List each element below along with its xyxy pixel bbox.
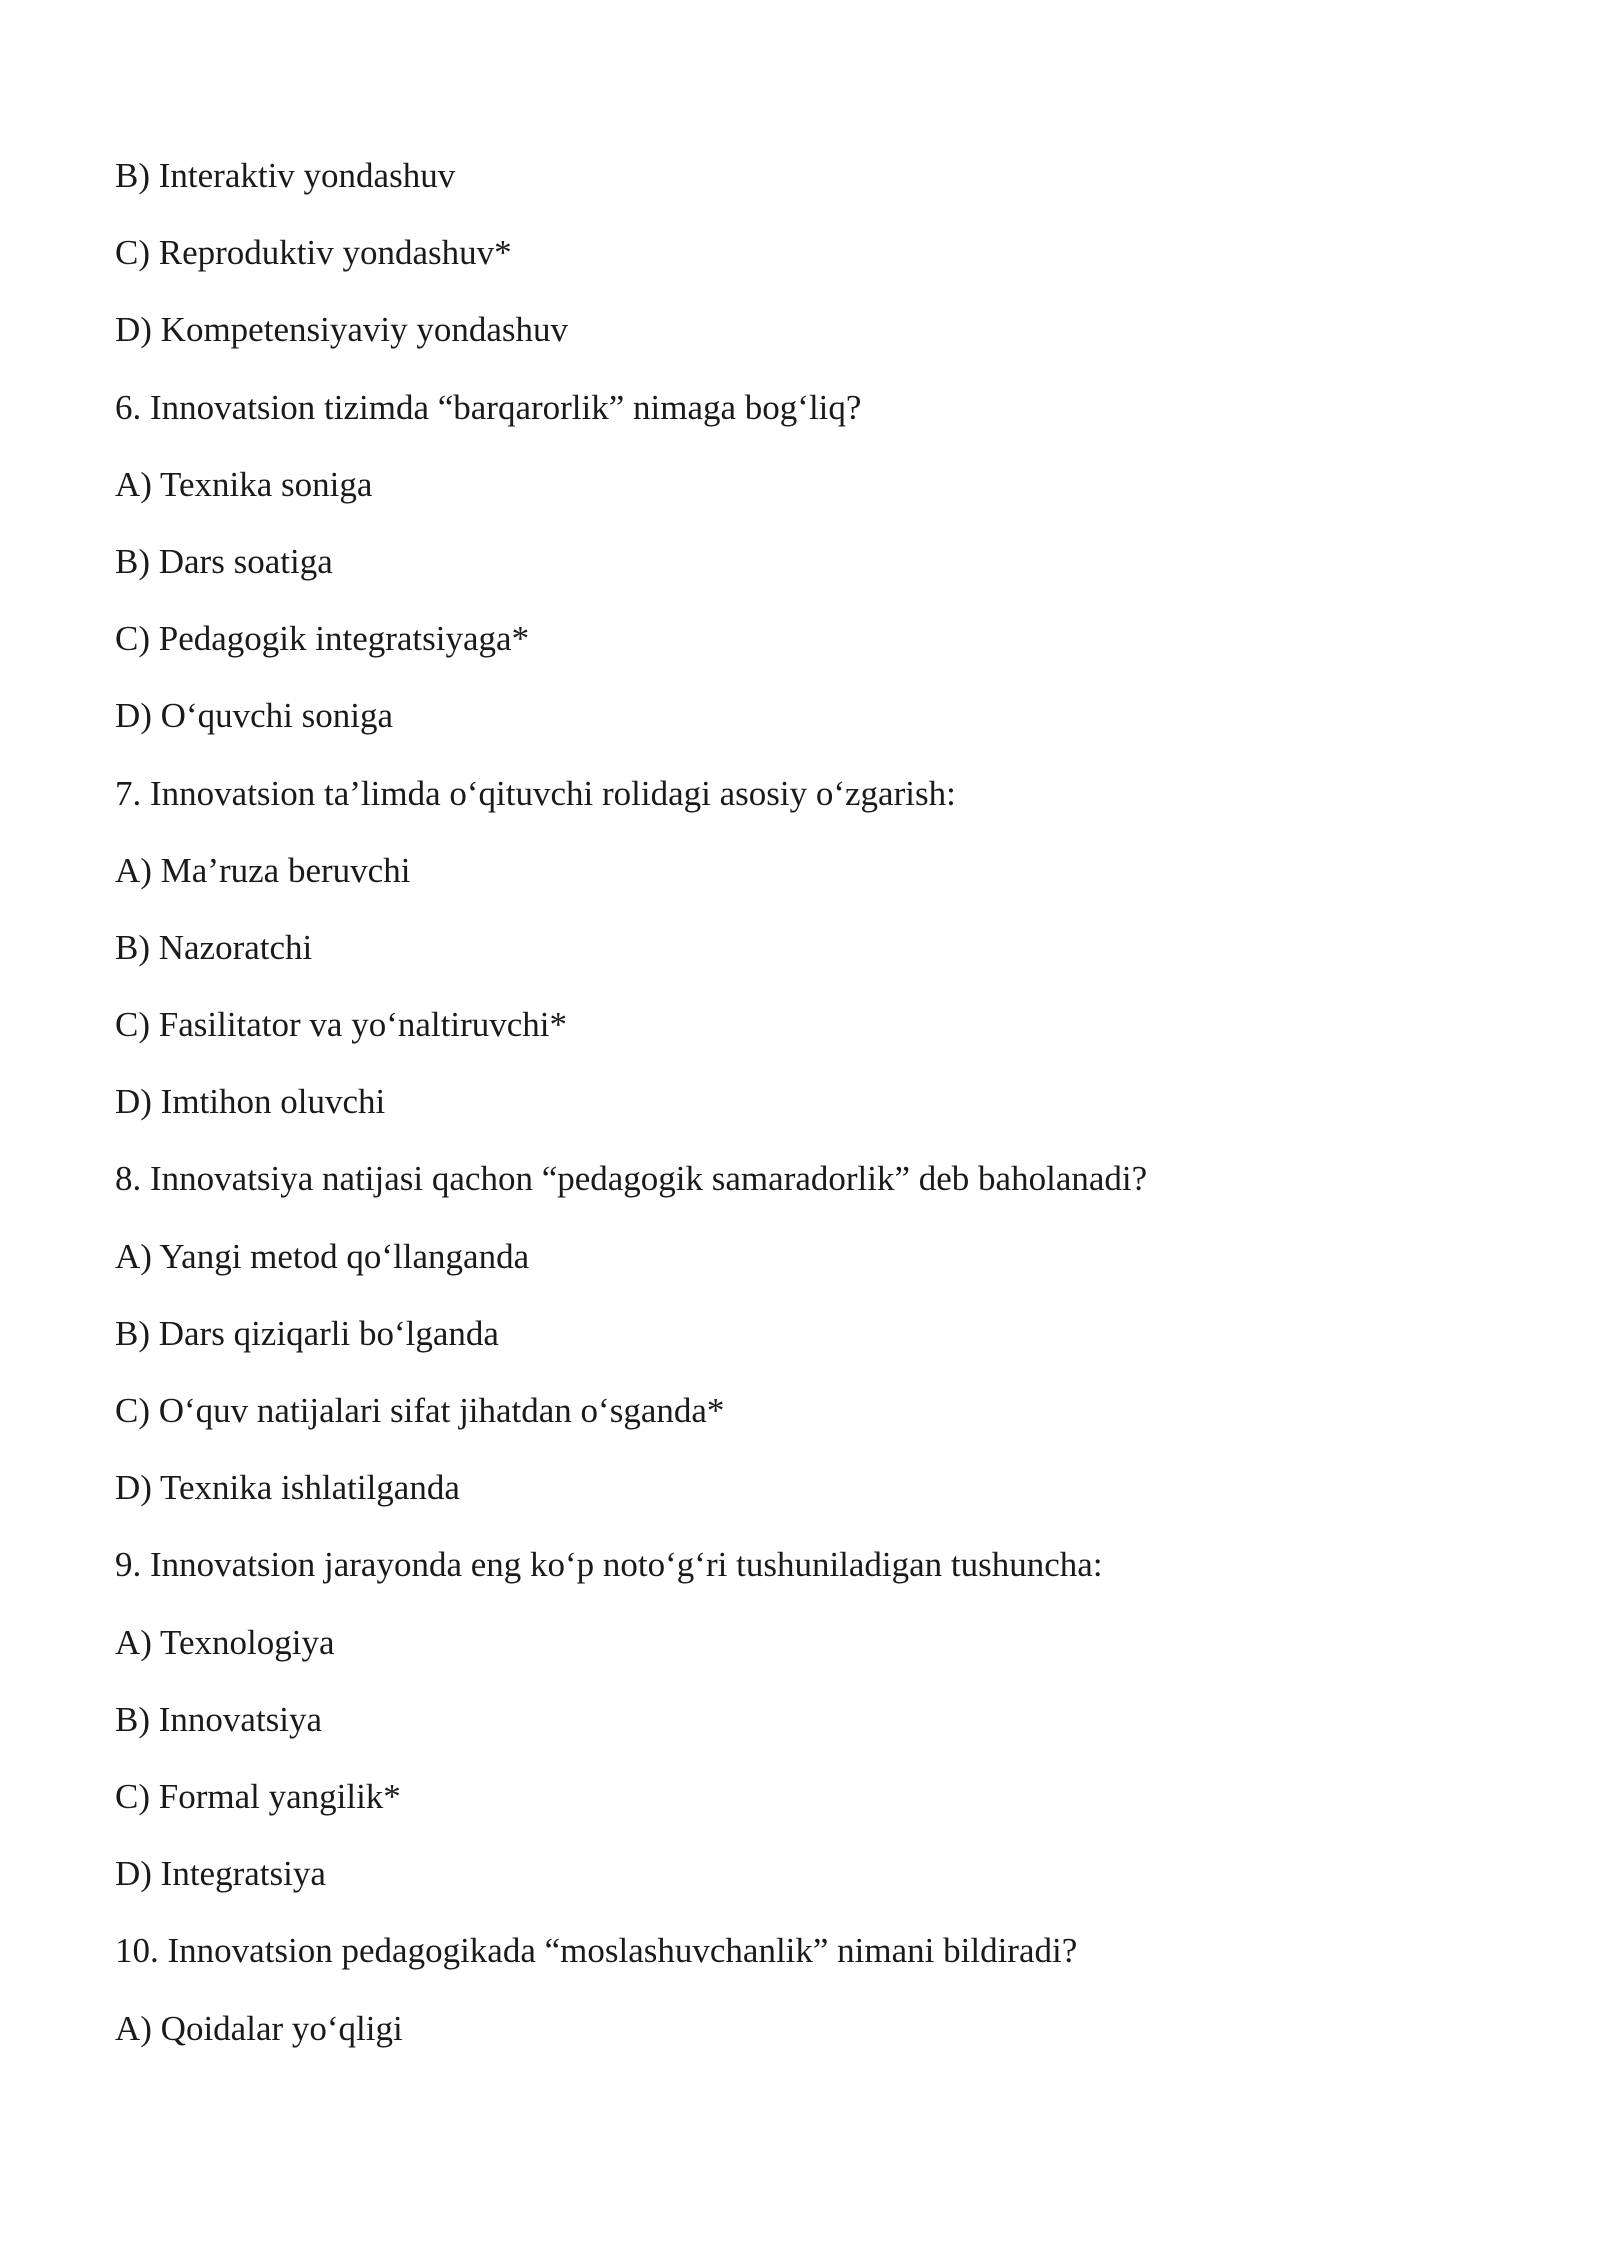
answer-option-c-q5: C) Reproduktiv yondashuv* <box>115 233 512 273</box>
answer-option-a-q6: A) Texnika soniga <box>115 464 373 504</box>
question-8: 8. Innovatsiya natijasi qachon “pedagogik samaradorlik” deb baholanadi? <box>115 1159 1148 1199</box>
answer-option-c-q6: C) Pedagogik integratsiyaga* <box>115 619 530 659</box>
answer-option-d-q9: D) Integratsiya <box>115 1854 326 1894</box>
document-body <box>115 152 1515 2082</box>
answer-option-c-q9: C) Formal yangilik* <box>115 1776 401 1816</box>
answer-option-a-q7: A) Ma’ruza beruvchi <box>115 850 411 890</box>
question-9: 9. Innovatsion jarayonda eng ko‘p noto‘g‘ri tushuniladigan tushuncha: <box>115 1545 1103 1585</box>
answer-option-a-q8: A) Yangi metod qo‘llanganda <box>115 1236 530 1276</box>
answer-option-d-q7: D) Imtihon oluvchi <box>115 1082 386 1122</box>
question-10: 10. Innovatsion pedagogikada “moslashuvchanlik” nimani bildiradi? <box>115 1931 1078 1971</box>
answer-option-d-q6: D) O‘quvchi soniga <box>115 696 394 736</box>
answer-option-b-q8: B) Dars qiziqarli bo‘lganda <box>115 1313 499 1353</box>
answer-option-c-q8: C) O‘quv natijalari sifat jihatdan o‘sganda* <box>115 1391 725 1430</box>
answer-option-a-q10: A) Qoidalar yo‘qligi <box>115 2008 403 2048</box>
answer-option-a-q9: A) Texnologiya <box>115 1622 335 1662</box>
answer-option-b-q6: B) Dars soatiga <box>115 541 333 581</box>
answer-option-d-q5: D) Kompetensiyaviy yondashuv <box>115 310 568 350</box>
question-7: 7. Innovatsion ta’limda o‘qituvchi rolidagi asosiy o‘zgarish: <box>115 773 956 813</box>
answer-option-c-q7: C) Fasilitator va yo‘naltiruvchi* <box>115 1005 567 1045</box>
answer-option-d-q8: D) Texnika ishlatilganda <box>115 1468 460 1508</box>
answer-option-b-q9: B) Innovatsiya <box>115 1699 323 1739</box>
answer-option-b-q7: B) Nazoratchi <box>115 927 313 967</box>
answer-option-b-q5: B) Interaktiv yondashuv <box>115 156 456 195</box>
question-6: 6. Innovatsion tizimda “barqarorlik” nimaga bog‘liq? <box>115 387 862 427</box>
